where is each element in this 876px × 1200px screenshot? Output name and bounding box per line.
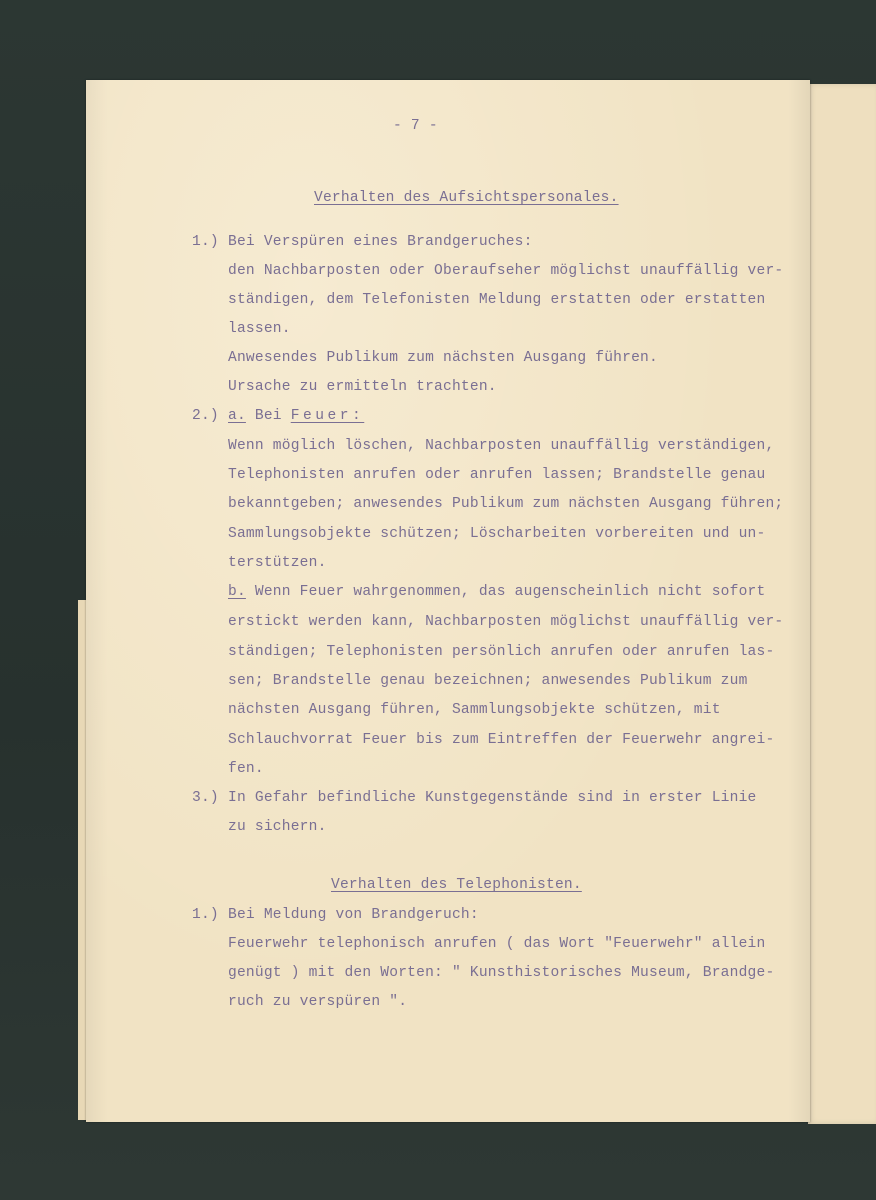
item-number: 3.) [192, 790, 219, 806]
section-heading-aufsichtspersonal: Verhalten des Aufsichtspersonales. [314, 190, 619, 206]
item-number: 2.) [192, 408, 219, 424]
paragraph-line: sen; Brandstelle genau bezeichnen; anwesendes Publikum zum [228, 673, 748, 689]
paragraph-line: bekanntgeben; anwesendes Publikum zum nächsten Ausgang führen; [228, 496, 784, 512]
subitem-b-line [228, 584, 765, 600]
item-number: 1.) [192, 234, 219, 250]
paragraph-line: erstickt werden kann, Nachbarposten möglichst unauffällig ver- [228, 614, 784, 630]
subitem-intro: Bei [245, 408, 291, 424]
paragraph-line: zu sichern. [228, 819, 327, 835]
paragraph-line: Telephonisten anrufen oder anrufen lassen; Brandstelle genau [228, 467, 766, 483]
paragraph-line: lassen. [228, 321, 291, 337]
paragraph-line: ruch zu verspüren ". [228, 994, 408, 1010]
page-number: - 7 - [393, 118, 438, 134]
paragraph-line: In Gefahr befindliche Kunstgegenstände sind in erster Linie [228, 790, 757, 806]
paragraph-line: Anwesendes Publikum zum nächsten Ausgang führen. [228, 350, 658, 366]
paragraph-line: den Nachbarposten oder Oberaufseher möglichst unauffällig ver- [228, 263, 784, 279]
paragraph-line: fen. [228, 761, 264, 777]
paragraph-line: ständigen, dem Telefonisten Meldung erstatten oder erstatten [228, 292, 766, 308]
subitem-label: b. [228, 584, 246, 600]
paragraph-line: genügt ) mit den Worten: " Kunsthistorisches Museum, Brandge- [228, 965, 775, 981]
paragraph-line: Feuerwehr telephonisch anrufen ( das Wort "Feuerwehr" allein [228, 936, 766, 952]
subitem-label: a. [228, 408, 246, 424]
item-number: 1.) [192, 907, 219, 923]
paragraph-line: Ursache zu ermitteln trachten. [228, 379, 497, 395]
paragraph-line: ständigen; Telephonisten persönlich anrufen oder anrufen las- [228, 644, 775, 660]
subitem-a-line [228, 408, 364, 424]
emphasized-keyword: Feuer: [290, 408, 365, 424]
paragraph-line: nächsten Ausgang führen, Sammlungsobjekte schützen, mit [228, 702, 721, 718]
paragraph-line: Schlauchvorrat Feuer bis zum Eintreffen der Feuerwehr angrei- [228, 732, 775, 748]
paragraph-line: Sammlungsobjekte schützen; Löscharbeiten vorbereiten und un- [228, 526, 766, 542]
facing-page-edge [808, 84, 876, 1124]
paragraph-line: Bei Meldung von Brandgeruch: [228, 907, 479, 923]
section-heading-telephonist: Verhalten des Telephonisten. [331, 877, 582, 893]
subitem-text: Wenn Feuer wahrgenommen, das augenscheinlich nicht sofort [245, 584, 766, 600]
paragraph-line: Wenn möglich löschen, Nachbarposten unauffällig verständigen, [228, 438, 775, 454]
paragraph-line: terstützen. [228, 555, 327, 571]
paragraph-line: Bei Verspüren eines Brandgeruches: [228, 234, 533, 250]
